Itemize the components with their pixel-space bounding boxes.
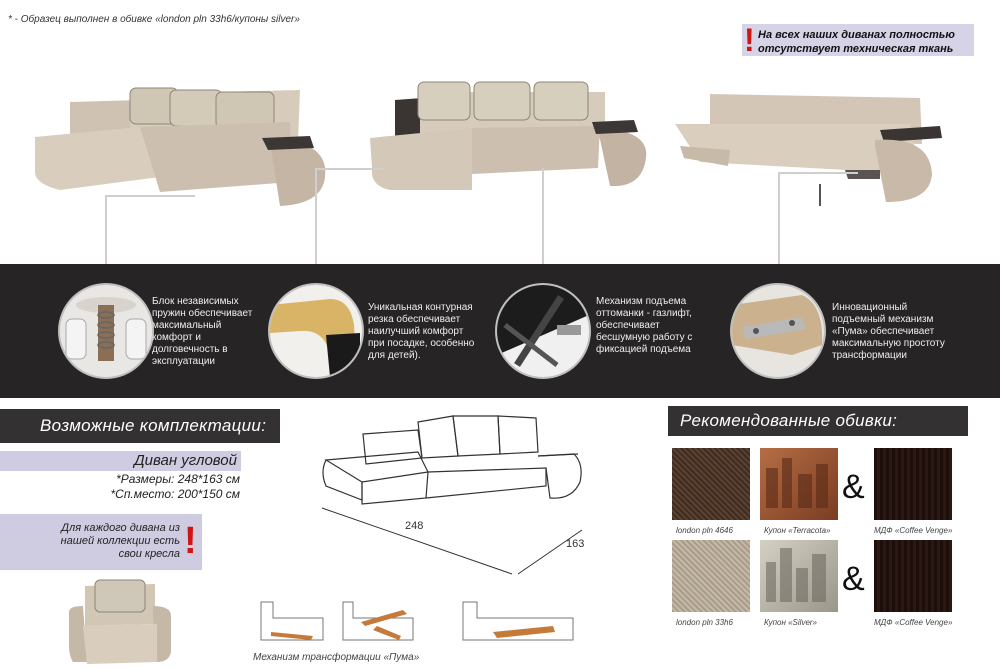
sofa-photo-corner-right bbox=[360, 78, 650, 198]
sofa-dimension-drawing bbox=[318, 412, 598, 582]
puma-mechanism-circle bbox=[730, 283, 826, 379]
fabric-swatch-london-33h6 bbox=[672, 540, 750, 612]
sofa-photo-unfolded bbox=[670, 84, 960, 209]
configurations-title-bar bbox=[0, 409, 280, 443]
armchair-photo bbox=[65, 576, 175, 668]
mdf-swatch-coffee-venge-1 bbox=[874, 448, 952, 520]
mdf-caption-2: МДФ «Coffee Venge» bbox=[874, 618, 953, 627]
feature-text-4: Инновационный подъемный механизм «Пума» обеспечивает максимальную простоту трансформации bbox=[832, 302, 945, 361]
feature-text-3: Механизм подъема оттоманки - газлифт, обеспечивает бесшумную работу с фиксацией подъема bbox=[596, 296, 693, 355]
notice-line-1: На всех наших диванах полностью bbox=[758, 29, 955, 41]
exclamation-icon: ! bbox=[744, 22, 755, 58]
mechanism-caption: Механизм трансформации «Пума» bbox=[253, 652, 420, 663]
coupon-swatch-silver bbox=[760, 540, 838, 612]
dimension-width-label: 248 bbox=[405, 520, 424, 532]
fabric-caption-2: london pln 33h6 bbox=[676, 618, 733, 627]
leader-line-1b bbox=[105, 195, 195, 197]
chair-note-line-1: Для каждого дивана из bbox=[61, 522, 180, 534]
size-text: *Размеры: 248*163 см bbox=[116, 472, 240, 486]
fabric-caption-1: london pln 4646 bbox=[676, 526, 733, 535]
notice-line-2: отсутствует техническая ткань bbox=[758, 43, 954, 55]
feature-text-1: Блок независимых пружин обеспечивает максимальный комфорт и долговечность в эксплуатации bbox=[152, 296, 253, 367]
contour-cut-circle bbox=[268, 283, 364, 379]
chair-note-line-3: свои кресла bbox=[118, 548, 180, 560]
exclamation-icon: ! bbox=[184, 520, 197, 562]
mechanism-sketches bbox=[253, 596, 593, 650]
sample-note: * - Образец выполнен в обивке «london pln 33h6/купоны silver» bbox=[8, 14, 300, 25]
model-name: Диван угловой bbox=[134, 452, 237, 469]
mdf-swatch-coffee-venge-2 bbox=[874, 540, 952, 612]
chair-note-line-2: нашей коллекции есть bbox=[60, 535, 180, 547]
coupon-caption-1: Купон «Terracota» bbox=[764, 526, 831, 535]
spring-block-circle bbox=[58, 283, 154, 379]
dimensions-text bbox=[110, 472, 240, 502]
mdf-caption-1: МДФ «Coffee Venge» bbox=[874, 526, 953, 535]
sleep-size-text: *Сп.место: 200*150 см bbox=[110, 487, 240, 501]
leader-line-2b bbox=[315, 168, 385, 170]
configurations-title: Возможные комплектации: bbox=[40, 416, 267, 435]
leader-line-4b bbox=[778, 172, 858, 174]
sofa-photo-corner-left bbox=[30, 82, 330, 212]
notice-box bbox=[742, 24, 974, 56]
chair-note-box bbox=[0, 514, 202, 570]
model-bar bbox=[0, 451, 241, 471]
upholstery-title-bar bbox=[668, 406, 968, 436]
ampersand-2: & bbox=[842, 560, 865, 598]
fabric-swatch-london-4646 bbox=[672, 448, 750, 520]
coupon-swatch-terracota bbox=[760, 448, 838, 520]
coupon-caption-2: Купон «Silver» bbox=[764, 618, 818, 627]
dimension-depth-label: 163 bbox=[566, 538, 585, 550]
feature-text-2: Уникальная контурная резка обеспечивает наилучший комфорт при посадке, особенно для детей). bbox=[368, 302, 475, 361]
upholstery-title: Рекомендованные обивки: bbox=[680, 411, 898, 430]
gaslift-circle bbox=[495, 283, 591, 379]
ampersand-1: & bbox=[842, 468, 865, 506]
